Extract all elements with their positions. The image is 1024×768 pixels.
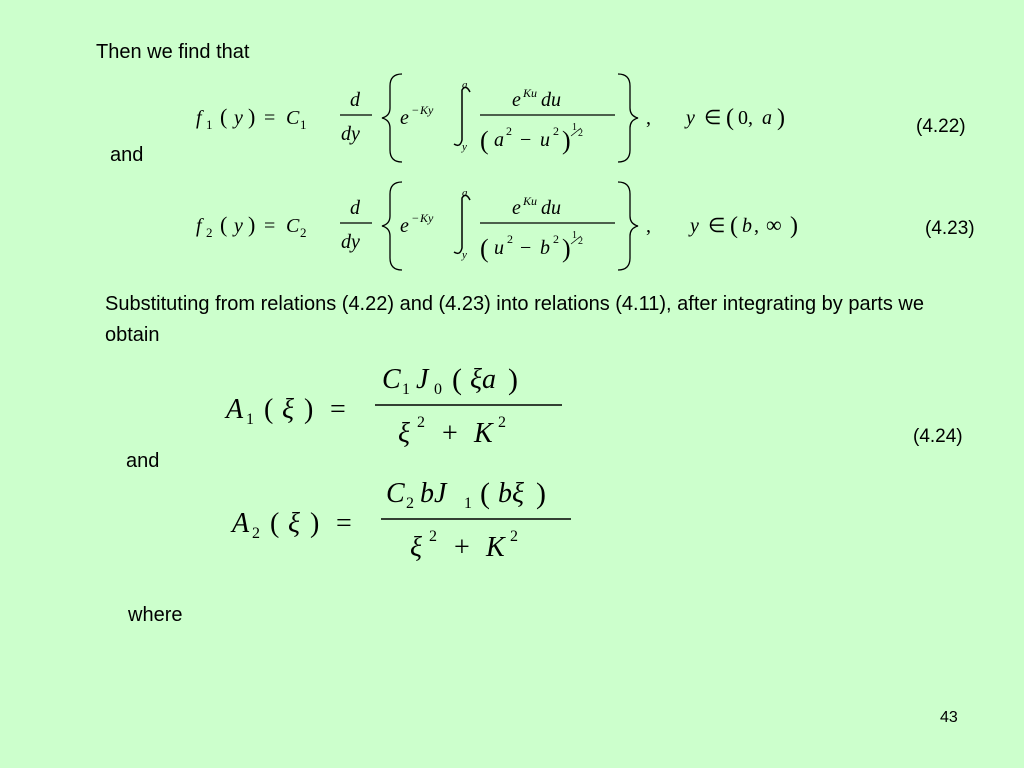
svg-text:∈: ∈ <box>704 107 722 129</box>
svg-text:(: ( <box>726 105 734 131</box>
svg-text:e: e <box>400 107 409 129</box>
substitution-paragraph: Substituting from relations (4.22) and (4.23) into relations (4.11), after integrating by parts we obtain <box>105 293 924 346</box>
svg-text:K: K <box>486 532 505 563</box>
svg-text:Ku: Ku <box>523 194 538 208</box>
svg-text:2: 2 <box>578 236 583 247</box>
svg-text:K: K <box>474 418 493 449</box>
svg-text:0,: 0, <box>738 107 753 129</box>
svg-text:Ky: Ky <box>420 103 434 117</box>
svg-text:): ) <box>310 508 320 539</box>
svg-text:2: 2 <box>578 128 583 139</box>
svg-text:2: 2 <box>553 232 559 246</box>
page-number: 43 <box>940 709 958 726</box>
svg-text:C: C <box>286 107 300 129</box>
svg-text:,: , <box>646 107 651 129</box>
svg-text:f: f <box>196 107 202 129</box>
equation-4-23-formula <box>190 176 830 272</box>
svg-text:(: ( <box>480 477 490 510</box>
svg-text:=: = <box>336 508 352 539</box>
and-text-2: and <box>126 450 160 472</box>
svg-text:ξa: ξa <box>470 364 496 395</box>
svg-text:y: y <box>462 141 467 153</box>
equation-4-24-a2-formula <box>226 470 586 570</box>
svg-text:dy: dy <box>341 123 360 145</box>
equation-4-22 <box>190 68 830 169</box>
svg-text:0: 0 <box>434 381 442 398</box>
svg-text:=: = <box>264 107 276 129</box>
svg-text:a: a <box>494 129 504 151</box>
svg-text:d: d <box>350 197 360 219</box>
svg-text:y: y <box>690 215 699 237</box>
svg-text:(: ( <box>270 508 280 539</box>
svg-text:u: u <box>494 237 504 259</box>
svg-text:−: − <box>520 237 532 259</box>
svg-text:2: 2 <box>510 528 518 545</box>
svg-text:2: 2 <box>252 525 260 542</box>
equation-label-4-24: (4.24) <box>913 426 963 447</box>
svg-text:=: = <box>264 215 276 237</box>
svg-text:): ) <box>248 104 256 129</box>
svg-text:C: C <box>382 364 401 395</box>
svg-text:1: 1 <box>402 381 410 398</box>
svg-text:∈: ∈ <box>708 215 726 237</box>
equation-4-23 <box>190 176 830 277</box>
svg-text:y: y <box>462 249 467 261</box>
svg-text:a: a <box>462 79 468 91</box>
svg-text:C: C <box>286 215 300 237</box>
equation-4-24-a1 <box>220 356 580 461</box>
svg-text:e: e <box>512 197 521 219</box>
svg-text:): ) <box>790 213 798 239</box>
svg-text:(: ( <box>452 363 462 396</box>
equation-4-24-a1-formula <box>220 356 580 456</box>
svg-text:+: + <box>442 418 458 449</box>
svg-text:(: ( <box>220 104 228 129</box>
svg-text:): ) <box>777 105 785 131</box>
svg-text:2: 2 <box>507 232 513 246</box>
svg-text:2: 2 <box>506 124 512 138</box>
svg-text:bJ: bJ <box>420 478 447 509</box>
svg-text:): ) <box>562 234 571 263</box>
svg-text:): ) <box>562 126 571 155</box>
svg-text:y: y <box>234 215 243 237</box>
svg-text:1: 1 <box>464 495 472 512</box>
svg-text:e: e <box>400 215 409 237</box>
svg-text:+: + <box>454 532 470 563</box>
svg-text:C: C <box>386 478 405 509</box>
svg-text:ξ: ξ <box>398 418 410 449</box>
svg-text:ξ: ξ <box>410 532 422 563</box>
svg-text:(: ( <box>480 234 489 263</box>
svg-text:e: e <box>512 89 521 111</box>
svg-text:1: 1 <box>300 117 307 132</box>
svg-text:bξ: bξ <box>498 478 524 509</box>
svg-text:2: 2 <box>206 225 213 240</box>
svg-text:ξ: ξ <box>288 508 300 539</box>
svg-text:,: , <box>754 215 759 237</box>
svg-text:(: ( <box>480 126 489 155</box>
svg-text:ξ: ξ <box>282 394 294 425</box>
intro-text: Then we find that <box>96 41 250 63</box>
svg-text:∞: ∞ <box>766 212 782 237</box>
svg-text:a: a <box>462 187 468 199</box>
where-text: where <box>128 604 183 626</box>
svg-text:A: A <box>226 394 244 425</box>
svg-text:d: d <box>350 89 360 111</box>
svg-text:du: du <box>541 89 561 111</box>
svg-text:dy: dy <box>341 231 360 253</box>
svg-text:Ku: Ku <box>523 86 538 100</box>
svg-text:2: 2 <box>553 124 559 138</box>
svg-text:,: , <box>646 215 651 237</box>
svg-text:f: f <box>196 215 202 237</box>
svg-text:2: 2 <box>498 414 506 431</box>
equation-4-24-a2 <box>226 470 586 575</box>
svg-text:(: ( <box>730 213 738 239</box>
equation-label-4-22: (4.22) <box>916 116 966 137</box>
svg-text:−: − <box>520 129 532 151</box>
svg-text:du: du <box>541 197 561 219</box>
equation-label-4-23: (4.23) <box>925 218 975 239</box>
svg-text:2: 2 <box>406 495 414 512</box>
svg-text:−: − <box>412 103 419 117</box>
svg-text:b: b <box>540 237 550 259</box>
and-text-1: and <box>110 144 144 166</box>
svg-text:1: 1 <box>572 230 577 241</box>
svg-text:): ) <box>536 477 546 510</box>
svg-text:1: 1 <box>246 411 254 428</box>
svg-text:a: a <box>762 107 772 129</box>
svg-text:y: y <box>686 107 695 129</box>
svg-text:J: J <box>416 364 429 395</box>
svg-text:1: 1 <box>572 122 577 133</box>
svg-text:(: ( <box>220 212 228 237</box>
svg-text:2: 2 <box>300 225 307 240</box>
svg-text:−: − <box>412 211 419 225</box>
svg-text:1: 1 <box>206 117 213 132</box>
svg-text:y: y <box>234 107 243 129</box>
svg-text:): ) <box>508 363 518 396</box>
svg-text:2: 2 <box>429 528 437 545</box>
svg-text:2: 2 <box>417 414 425 431</box>
equation-4-22-formula <box>190 68 830 164</box>
svg-text:=: = <box>330 394 346 425</box>
svg-text:u: u <box>540 129 550 151</box>
svg-text:A: A <box>232 508 250 539</box>
svg-text:b: b <box>742 215 752 237</box>
svg-text:Ky: Ky <box>420 211 434 225</box>
svg-text:): ) <box>304 394 314 425</box>
svg-text:): ) <box>248 212 256 237</box>
svg-text:(: ( <box>264 394 274 425</box>
